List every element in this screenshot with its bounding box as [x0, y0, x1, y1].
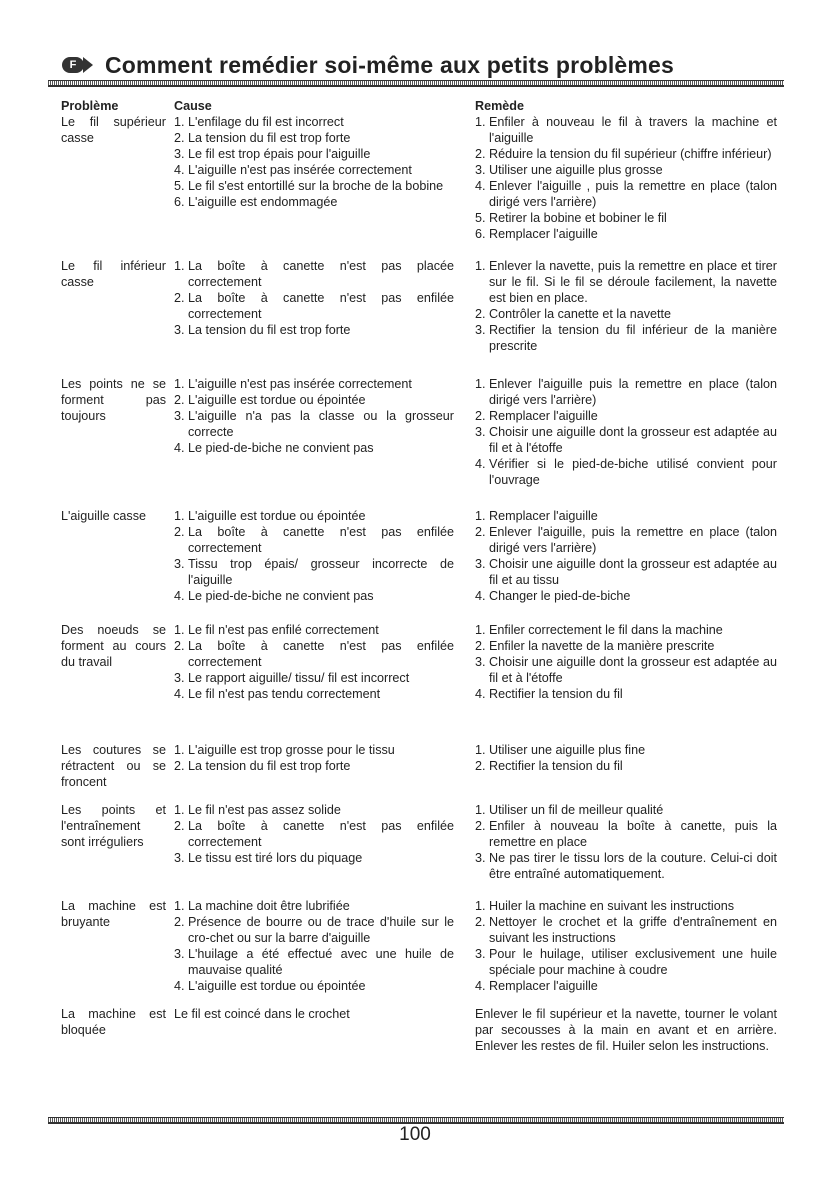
item-text: Enlever la navette, puis la remettre en place et tirer sur le fil. Si le fil se déroule facilement, la navette est bien en place.: [489, 259, 777, 305]
item-text: Contrôler la canette et la navette: [489, 307, 672, 321]
header-divider: [48, 80, 784, 87]
item-number: 2.: [475, 915, 486, 929]
list-item: [475, 588, 777, 604]
item-text: Le fil est trop épais pour l'aiguille: [188, 147, 371, 161]
item-number: 2.: [475, 525, 486, 539]
list-item: [475, 978, 777, 994]
item-text: Remplacer l'aiguille: [489, 979, 598, 993]
item-number: 4.: [475, 589, 486, 603]
table-row: [61, 376, 776, 488]
item-number: 3.: [174, 851, 185, 865]
list-item: [475, 178, 777, 210]
item-text: Le tissu est tiré lors du piquage: [188, 851, 363, 865]
item-number: 3.: [475, 851, 486, 865]
item-number: 3.: [475, 163, 486, 177]
list-item: [174, 258, 454, 290]
item-number: 1.: [475, 743, 486, 757]
item-number: 4.: [475, 457, 486, 471]
item-number: 2.: [174, 393, 185, 407]
table-row: [61, 1006, 776, 1054]
list-item: [475, 914, 777, 946]
item-text: Le rapport aiguille/ tissu/ fil est incorrect: [188, 671, 410, 685]
item-text: L'aiguille est tordue ou épointée: [188, 393, 366, 407]
item-text: Rectifier la tension du fil: [489, 759, 623, 773]
list-item: [475, 456, 777, 488]
item-number: 1.: [475, 623, 486, 637]
item-number: 2.: [475, 819, 486, 833]
list-item: [475, 162, 777, 178]
item-text: Rectifier la tension du fil: [489, 687, 623, 701]
item-text: L'enfilage du fil est incorrect: [188, 115, 344, 129]
list-item: [174, 556, 454, 588]
item-number: 4.: [475, 687, 486, 701]
remedy-cell: [475, 508, 777, 604]
list-item: [475, 898, 777, 914]
item-text: L'aiguille est tordue ou épointée: [188, 979, 366, 993]
list-item: [475, 114, 777, 146]
page-title: Comment remédier soi-même aux petits problèmes: [105, 51, 675, 78]
list-item: [174, 146, 454, 162]
item-number: 3.: [174, 323, 185, 337]
item-number: 3.: [174, 409, 185, 423]
item-text: L'aiguille n'a pas la classe ou la grosseur correcte: [188, 409, 454, 439]
table-row: [61, 508, 776, 604]
item-text: Enlever l'aiguille puis la remettre en place (talon dirigé vers l'arrière): [489, 377, 777, 407]
language-badge-letter: F: [62, 57, 84, 73]
item-text: Enlever l'aiguille, puis la remettre en place (talon dirigé vers l'arrière): [489, 525, 777, 555]
list-item: [475, 408, 777, 424]
problem-cell: Les points et l'entraînement sont irréguliers: [61, 803, 166, 849]
item-number: 1.: [475, 509, 486, 523]
item-text: Enfiler à nouveau la boîte à canette, puis la remettre en place: [489, 819, 777, 849]
list-item: [475, 758, 777, 774]
list-item: [475, 686, 777, 702]
list-item: [475, 850, 777, 882]
item-text: Remplacer l'aiguille: [489, 409, 598, 423]
item-number: 3.: [475, 655, 486, 669]
list-item: [174, 114, 454, 130]
page-number: 100: [399, 1124, 431, 1145]
item-text: Enfiler à nouveau le fil à travers la machine et l'aiguille: [489, 115, 777, 145]
heading-cause: Cause: [174, 99, 212, 113]
item-text: Le pied-de-biche ne convient pas: [188, 441, 374, 455]
item-number: 3.: [174, 947, 185, 961]
item-text: La boîte à canette n'est pas enfilée correctement: [188, 525, 454, 555]
item-number: 3.: [174, 557, 185, 571]
footer-divider: [48, 1117, 784, 1124]
item-number: 2.: [174, 915, 185, 929]
item-text: Le fil s'est entortillé sur la broche de la bobine: [188, 179, 444, 193]
cause-cell: [174, 898, 454, 994]
item-number: 1.: [475, 115, 486, 129]
list-item: [174, 758, 454, 774]
item-number: 2.: [174, 131, 185, 145]
item-number: 5.: [174, 179, 185, 193]
item-text: L'aiguille n'est pas insérée correctement: [188, 377, 412, 391]
list-item: [174, 914, 454, 946]
list-item: [174, 818, 454, 850]
cause-cell: Le fil est coincé dans le crochet: [174, 1007, 350, 1021]
item-text: La boîte à canette n'est pas enfilée correctement: [188, 291, 454, 321]
problem-cell: Les coutures se rétractent ou se froncent: [61, 743, 166, 789]
table-row: [61, 802, 776, 882]
cause-cell: [174, 258, 454, 354]
item-number: 2.: [475, 307, 486, 321]
list-item: [475, 226, 777, 242]
list-item: [475, 210, 777, 226]
list-item: [475, 638, 777, 654]
remedy-cell: Enlever le fil supérieur et la navette, tourner le volant par secousses à la main en avant et en arrière. Enlever les restes de fil. Huiler selon les instructions.: [475, 1007, 777, 1053]
item-number: 2.: [475, 409, 486, 423]
table-row: [61, 742, 776, 790]
item-text: La boîte à canette n'est pas enfilée correctement: [188, 639, 454, 669]
item-text: Remplacer l'aiguille: [489, 509, 598, 523]
list-item: [174, 622, 454, 638]
list-item: [174, 742, 454, 758]
problem-cell: L'aiguille casse: [61, 509, 147, 523]
item-number: 3.: [475, 425, 486, 439]
item-text: Tissu trop épais/ grosseur incorrecte de l'aiguille: [188, 557, 454, 587]
list-item: [174, 376, 454, 392]
list-item: [475, 306, 777, 322]
item-text: Choisir une aiguille dont la grosseur est adaptée au fil et à l'étoffe: [489, 655, 777, 685]
list-item: [174, 670, 454, 686]
list-item: [475, 146, 777, 162]
problem-cell: Le fil inférieur casse: [61, 259, 166, 289]
item-text: Le fil n'est pas tendu correctement: [188, 687, 381, 701]
item-number: 1.: [475, 377, 486, 391]
item-number: 3.: [475, 947, 486, 961]
item-number: 2.: [475, 147, 486, 161]
item-text: Nettoyer le crochet et la griffe d'entraînement en suivant les instructions: [489, 915, 777, 945]
item-text: La tension du fil est trop forte: [188, 759, 351, 773]
cause-cell: [174, 742, 454, 790]
list-item: [475, 742, 777, 758]
item-number: 6.: [174, 195, 185, 209]
item-text: Le fil n'est pas assez solide: [188, 803, 341, 817]
list-item: [174, 322, 454, 338]
item-text: Vérifier si le pied-de-biche utilisé convient pour l'ouvrage: [489, 457, 777, 487]
problem-cell: Le fil supérieur casse: [61, 115, 166, 145]
list-item: [475, 322, 777, 354]
item-number: 3.: [174, 147, 185, 161]
list-item: [174, 130, 454, 146]
item-number: 2.: [174, 525, 185, 539]
remedy-cell: [475, 376, 777, 488]
item-number: 1.: [475, 899, 486, 913]
heading-problem: Problème: [61, 99, 119, 113]
item-text: La machine doit être lubrifiée: [188, 899, 350, 913]
list-item: [174, 508, 454, 524]
item-text: Réduire la tension du fil supérieur (chiffre inférieur): [489, 147, 772, 161]
language-badge: [62, 57, 93, 73]
list-item: [475, 376, 777, 408]
list-item: [174, 850, 454, 866]
problem-cell: Des noeuds se forment au cours du travail: [61, 623, 166, 669]
item-number: 1.: [174, 115, 185, 129]
remedy-cell: [475, 802, 777, 882]
list-item: [174, 524, 454, 556]
column-headings: [61, 98, 776, 114]
remedy-cell: [475, 898, 777, 994]
list-item: [174, 162, 454, 178]
list-item: [475, 524, 777, 556]
list-item: [475, 508, 777, 524]
item-number: 4.: [174, 441, 185, 455]
heading-remedy: Remède: [475, 99, 524, 113]
item-text: Changer le pied-de-biche: [489, 589, 631, 603]
problem-cell: La machine est bruyante: [61, 899, 166, 929]
item-text: Remplacer l'aiguille: [489, 227, 598, 241]
item-text: Pour le huilage, utiliser exclusivement une huile spéciale pour machine à coudre: [489, 947, 777, 977]
item-text: La boîte à canette n'est pas enfilée correctement: [188, 819, 454, 849]
item-number: 1.: [475, 259, 486, 273]
item-number: 4.: [475, 979, 486, 993]
item-text: Le pied-de-biche ne convient pas: [188, 589, 374, 603]
remedy-cell: [475, 622, 777, 702]
item-number: 4.: [174, 687, 185, 701]
cause-cell: [174, 508, 454, 604]
arrow-right-icon: [83, 57, 93, 73]
cause-cell: [174, 802, 454, 882]
cause-cell: [174, 622, 454, 702]
item-number: 4.: [174, 979, 185, 993]
problem-cell: Les points ne se forment pas toujours: [61, 377, 166, 423]
list-item: [174, 686, 454, 702]
list-item: [174, 392, 454, 408]
list-item: [174, 978, 454, 994]
troubleshooting-table: [61, 98, 776, 1070]
item-number: 2.: [174, 819, 185, 833]
item-text: Présence de bourre ou de trace d'huile sur le cro-chet ou sur la barre d'aiguille: [188, 915, 454, 945]
item-number: 4.: [174, 589, 185, 603]
item-number: 1.: [174, 623, 185, 637]
item-number: 1.: [174, 259, 185, 273]
item-number: 4.: [174, 163, 185, 177]
item-text: L'huilage a été effectué avec une huile de mauvaise qualité: [188, 947, 454, 977]
item-text: L'aiguille est tordue ou épointée: [188, 509, 366, 523]
list-item: [174, 290, 454, 322]
item-text: La tension du fil est trop forte: [188, 131, 351, 145]
item-number: 2.: [174, 291, 185, 305]
table-row: [61, 622, 776, 702]
item-text: La tension du fil est trop forte: [188, 323, 351, 337]
item-number: 2.: [174, 639, 185, 653]
item-text: L'aiguille est endommagée: [188, 195, 338, 209]
item-text: L'aiguille est trop grosse pour le tissu: [188, 743, 395, 757]
item-number: 3.: [174, 671, 185, 685]
item-number: 3.: [475, 323, 486, 337]
list-item: [174, 440, 454, 456]
item-text: Huiler la machine en suivant les instructions: [489, 899, 734, 913]
table-row: [61, 258, 776, 354]
list-item: [475, 946, 777, 978]
item-text: Choisir une aiguille dont la grosseur est adaptée au fil et au tissu: [489, 557, 777, 587]
item-number: 6.: [475, 227, 486, 241]
item-number: 3.: [475, 557, 486, 571]
list-item: [475, 258, 777, 306]
list-item: [174, 178, 454, 194]
item-number: 2.: [475, 759, 486, 773]
list-item: [475, 424, 777, 456]
item-number: 1.: [174, 743, 185, 757]
item-text: Utiliser une aiguille plus fine: [489, 743, 646, 757]
item-number: 4.: [475, 179, 486, 193]
item-text: Utiliser une aiguille plus grosse: [489, 163, 663, 177]
item-number: 5.: [475, 211, 486, 225]
list-item: [174, 946, 454, 978]
item-text: Le fil n'est pas enfilé correctement: [188, 623, 379, 637]
item-text: La boîte à canette n'est pas placée correctement: [188, 259, 454, 289]
page-header: [48, 50, 784, 80]
remedy-cell: [475, 742, 777, 790]
item-text: Utiliser un fil de meilleur qualité: [489, 803, 664, 817]
list-item: [475, 818, 777, 850]
remedy-cell: [475, 258, 777, 354]
item-number: 1.: [174, 899, 185, 913]
item-text: Enfiler correctement le fil dans la machine: [489, 623, 723, 637]
table-rows: [61, 114, 776, 1054]
list-item: [174, 194, 454, 210]
item-text: Retirer la bobine et bobiner le fil: [489, 211, 667, 225]
item-text: Ne pas tirer le tissu lors de la couture. Celui-ci doit être entraîné automatiquement.: [489, 851, 777, 881]
list-item: [174, 898, 454, 914]
list-item: [174, 588, 454, 604]
remedy-cell: [475, 114, 777, 242]
item-number: 1.: [174, 509, 185, 523]
list-item: [475, 802, 777, 818]
item-text: Choisir une aiguille dont la grosseur est adaptée au fil et à l'étoffe: [489, 425, 777, 455]
item-text: L'aiguille n'est pas insérée correctement: [188, 163, 412, 177]
table-row: [61, 898, 776, 994]
cause-cell: [174, 376, 454, 488]
item-number: 1.: [174, 803, 185, 817]
list-item: [174, 802, 454, 818]
list-item: [174, 408, 454, 440]
item-number: 2.: [174, 759, 185, 773]
item-text: Rectifier la tension du fil inférieur de la manière prescrite: [489, 323, 777, 353]
cause-cell: [174, 114, 454, 242]
list-item: [475, 622, 777, 638]
item-text: Enfiler la navette de la manière prescrite: [489, 639, 715, 653]
list-item: [475, 556, 777, 588]
list-item: [174, 638, 454, 670]
problem-cell: La machine est bloquée: [61, 1007, 166, 1037]
item-text: Enlever l'aiguille , puis la remettre en place (talon dirigé vers l'arrière): [489, 179, 777, 209]
table-row: [61, 114, 776, 242]
item-number: 1.: [475, 803, 486, 817]
item-number: 1.: [174, 377, 185, 391]
item-number: 2.: [475, 639, 486, 653]
list-item: [475, 654, 777, 686]
